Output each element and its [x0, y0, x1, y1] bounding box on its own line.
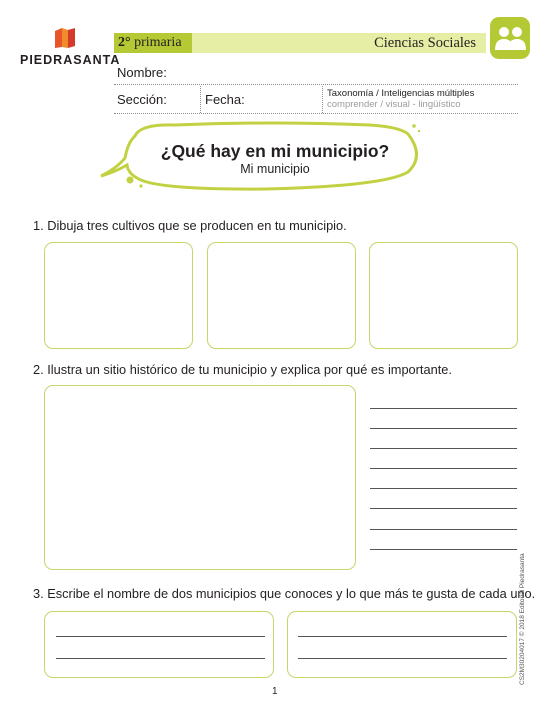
writing-line[interactable]: [56, 636, 265, 637]
page-number: 1: [272, 686, 278, 697]
copyright-note: CS2M30204017 © 2018 Editorial Piedrasanta: [519, 553, 526, 685]
grade-text: primaria: [130, 35, 182, 50]
writing-line[interactable]: [298, 636, 507, 637]
answer-box-municipality-1[interactable]: [44, 611, 274, 678]
question-3: 3. Escribe el nombre de dos municipios que conoces y lo que más te gusta de cada uno.: [33, 586, 536, 601]
question-2: 2. Ilustra un sitio histórico de tu municipio y explica por qué es importante.: [33, 362, 452, 377]
book-logo-icon: [53, 27, 77, 49]
drawing-box-crop-2[interactable]: [207, 242, 356, 349]
writing-line[interactable]: [56, 658, 265, 659]
page-title: ¿Qué hay en mi municipio?: [160, 141, 390, 161]
section-line: [114, 113, 518, 114]
page-subtitle: Mi municipio: [240, 162, 310, 176]
writing-line[interactable]: [370, 549, 517, 550]
writing-line[interactable]: [370, 529, 517, 530]
writing-line[interactable]: [370, 488, 517, 489]
field-divider: [200, 86, 201, 113]
writing-line[interactable]: [370, 428, 517, 429]
grade-label: [118, 35, 182, 51]
answer-box-municipality-2[interactable]: [287, 611, 517, 678]
question-1: 1. Dibuja tres cultivos que se producen en tu municipio.: [33, 218, 347, 233]
writing-line[interactable]: [370, 468, 517, 469]
grade-number: 2°: [118, 35, 131, 50]
drawing-box-crop-1[interactable]: [44, 242, 193, 349]
writing-line[interactable]: [370, 448, 517, 449]
name-label: Nombre:: [117, 65, 167, 80]
drawing-box-crop-3[interactable]: [369, 242, 518, 349]
name-line[interactable]: [114, 84, 518, 85]
writing-line[interactable]: [370, 508, 517, 509]
taxonomy-label: Taxonomía / Inteligencias múltiples: [327, 88, 475, 99]
brand-name: PIEDRASANTA: [20, 53, 121, 67]
drawing-box-historic-site[interactable]: [44, 385, 356, 570]
writing-line[interactable]: [370, 408, 517, 409]
subject-title: Ciencias Sociales: [374, 35, 476, 51]
writing-line[interactable]: [298, 658, 507, 659]
date-label: Fecha:: [205, 92, 245, 107]
taxonomy-value: comprender / visual - lingüístico: [327, 99, 461, 110]
section-label: Sección:: [117, 92, 167, 107]
field-divider: [322, 86, 323, 113]
people-icon: [490, 17, 530, 59]
